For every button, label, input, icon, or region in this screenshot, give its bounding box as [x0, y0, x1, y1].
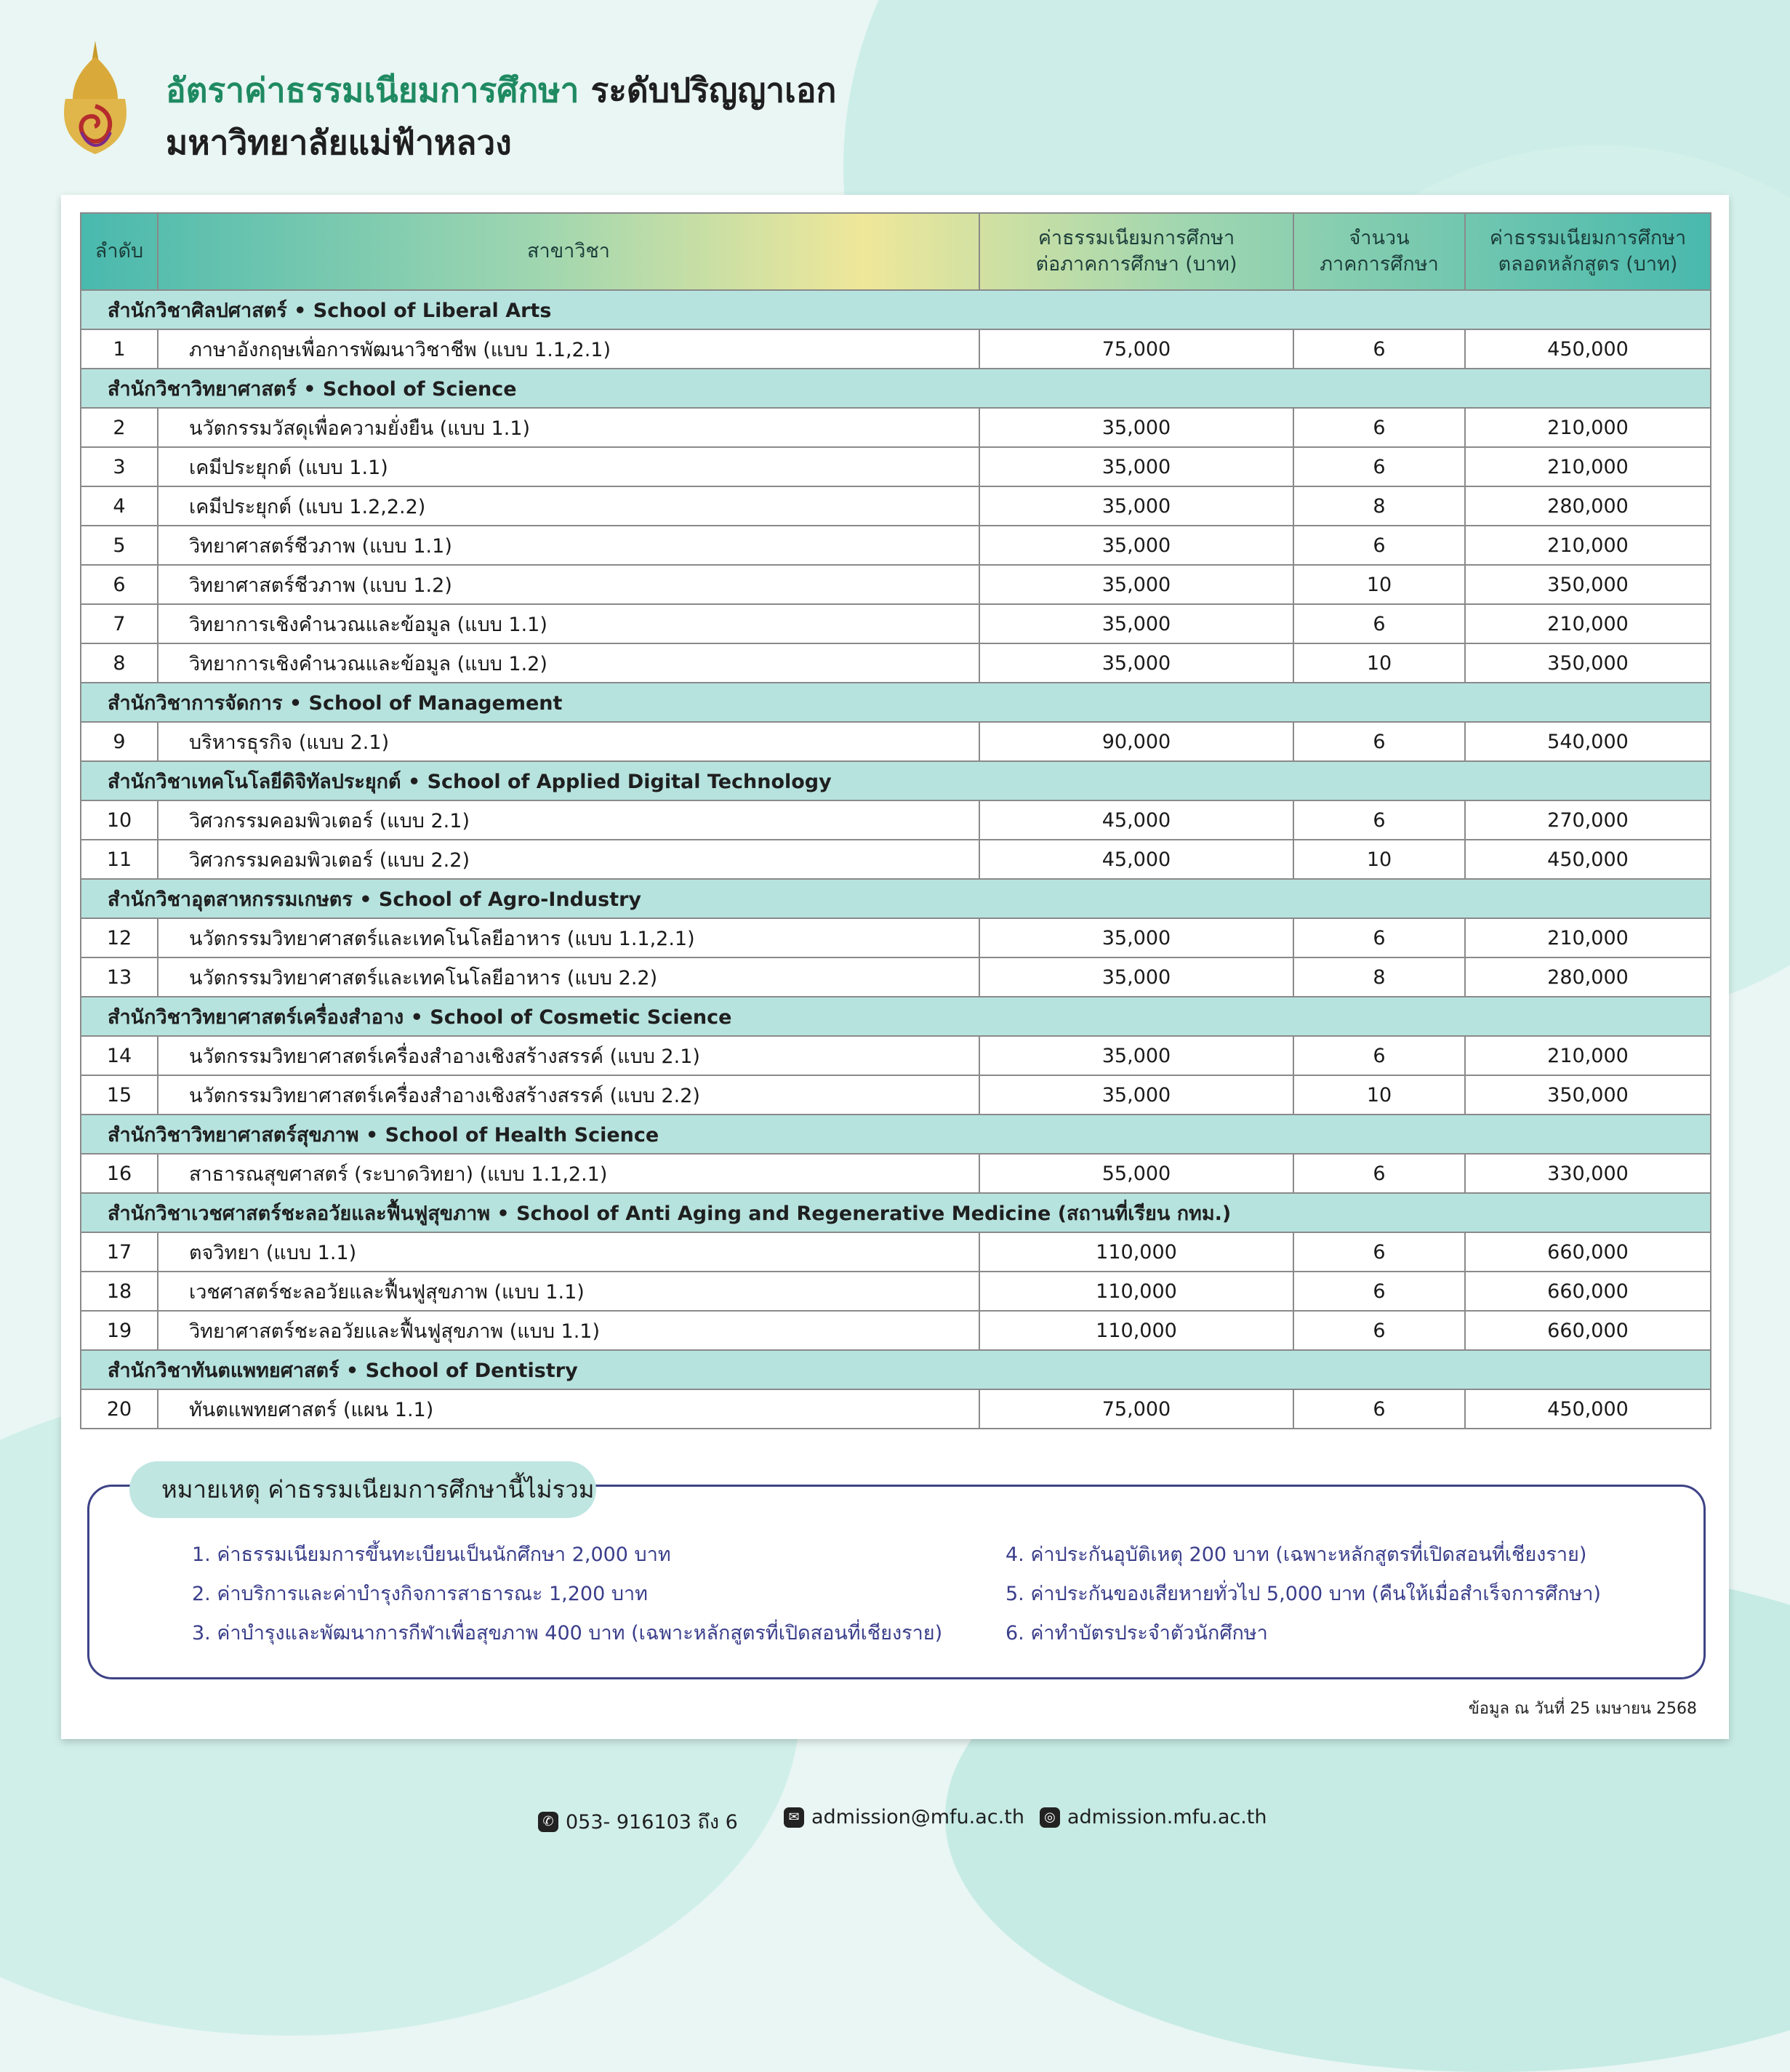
program-name: ทันตแพทยศาสตร์ (แผน 1.1)	[158, 1389, 979, 1429]
group-row	[81, 997, 1711, 1036]
total-fee: 210,000	[1465, 1036, 1711, 1075]
table-row	[81, 408, 1711, 447]
table-row	[81, 1311, 1711, 1350]
fee-per-semester: 35,000	[979, 486, 1293, 526]
semester-count: 6	[1293, 526, 1465, 565]
table-row	[81, 1232, 1711, 1272]
total-fee: 330,000	[1465, 1154, 1711, 1193]
row-number: 19	[81, 1311, 158, 1350]
semester-count: 6	[1293, 722, 1465, 761]
table-row	[81, 526, 1711, 565]
notes-title: หมายเหตุ ค่าธรรมเนียมการศึกษานี้ไม่รวม	[129, 1461, 596, 1518]
fee-per-semester: 35,000	[979, 408, 1293, 447]
table-row	[81, 722, 1711, 761]
fee-per-semester: 90,000	[979, 722, 1293, 761]
school-name: สำนักวิชาการจัดการ • School of Management	[81, 683, 1711, 722]
program-name: สาธารณสุขศาสตร์ (ระบาดวิทยา) (แบบ 1.1,2.1)	[158, 1154, 979, 1193]
note-item: 2. ค่าบริการและค่าบำรุงกิจการสาธารณะ 1,200 บาท	[192, 1583, 648, 1605]
school-name: สำนักวิชาทันตแพทยศาสตร์ • School of Dentistry	[81, 1350, 1711, 1389]
table-body	[81, 290, 1711, 1429]
school-name: สำนักวิชาเวชศาสตร์ชะลอวัยและฟื้นฟูสุขภาพ • School of Anti Aging and Regenerative Medicine (สถานที่เรียน กทม.)	[81, 1193, 1711, 1232]
row-number: 15	[81, 1075, 158, 1115]
semester-count: 6	[1293, 1036, 1465, 1075]
fee-per-semester: 35,000	[979, 447, 1293, 486]
fee-per-semester: 35,000	[979, 526, 1293, 565]
group-row	[81, 879, 1711, 918]
total-fee: 660,000	[1465, 1311, 1711, 1350]
header-semesters: จำนวน ภาคการศึกษา	[1293, 213, 1465, 290]
total-fee: 450,000	[1465, 1389, 1711, 1429]
school-name: สำนักวิชาเทคโนโลยีดิจิทัลประยุกต์ • School of Applied Digital Technology	[81, 761, 1711, 800]
page-subtitle: มหาวิทยาลัยแม่ฟ้าหลวง	[166, 123, 512, 162]
program-name: ภาษาอังกฤษเพื่อการพัฒนาวิชาชีพ (แบบ 1.1,2.1)	[158, 329, 979, 369]
total-fee: 660,000	[1465, 1272, 1711, 1311]
semester-count: 6	[1293, 408, 1465, 447]
program-name: วิศวกรรมคอมพิวเตอร์ (แบบ 2.1)	[158, 800, 979, 840]
group-row	[81, 1350, 1711, 1389]
total-fee: 280,000	[1465, 957, 1711, 997]
row-number: 5	[81, 526, 158, 565]
table-row	[81, 447, 1711, 486]
fee-per-semester: 75,000	[979, 1389, 1293, 1429]
total-fee: 350,000	[1465, 1075, 1711, 1115]
table-row	[81, 565, 1711, 604]
footer-email[interactable]	[784, 1806, 1024, 1828]
table-row	[81, 486, 1711, 526]
semester-count: 6	[1293, 1311, 1465, 1350]
fee-per-semester: 75,000	[979, 329, 1293, 369]
row-number: 8	[81, 643, 158, 683]
header-total-fee: ค่าธรรมเนียมการศึกษา ตลอดหลักสูตร (บาท)	[1465, 213, 1711, 290]
school-name: สำนักวิชาวิทยาศาสตร์เครื่องสำอาง • School of Cosmetic Science	[81, 997, 1711, 1036]
program-name: วิทยาการเชิงคำนวณและข้อมูล (แบบ 1.1)	[158, 604, 979, 643]
table-row	[81, 643, 1711, 683]
total-fee: 660,000	[1465, 1232, 1711, 1272]
semester-count: 6	[1293, 1154, 1465, 1193]
program-name: นวัตกรรมวิทยาศาสตร์และเทคโนโลยีอาหาร (แบบ 2.2)	[158, 957, 979, 997]
fee-per-semester: 110,000	[979, 1232, 1293, 1272]
row-number: 14	[81, 1036, 158, 1075]
semester-count: 10	[1293, 1075, 1465, 1115]
total-fee: 450,000	[1465, 329, 1711, 369]
semester-count: 8	[1293, 957, 1465, 997]
footer-phone[interactable]	[538, 1806, 738, 1837]
row-number: 7	[81, 604, 158, 643]
table-row	[81, 840, 1711, 879]
school-name: สำนักวิชาศิลปศาสตร์ • School of Liberal Arts	[81, 290, 1711, 329]
row-number: 17	[81, 1232, 158, 1272]
row-number: 9	[81, 722, 158, 761]
fee-per-semester: 35,000	[979, 565, 1293, 604]
fee-table	[80, 212, 1711, 1429]
group-row	[81, 683, 1711, 722]
program-name: วิศวกรรมคอมพิวเตอร์ (แบบ 2.2)	[158, 840, 979, 879]
fee-per-semester: 45,000	[979, 800, 1293, 840]
data-as-of-date: ข้อมูล ณ วันที่ 25 เมษายน 2568	[1468, 1700, 1697, 1718]
note-item: 6. ค่าทำบัตรประจำตัวนักศึกษา	[1006, 1622, 1268, 1645]
semester-count: 6	[1293, 1272, 1465, 1311]
semester-count: 10	[1293, 643, 1465, 683]
phone-icon: ✆	[538, 1812, 558, 1832]
row-number: 2	[81, 408, 158, 447]
total-fee: 540,000	[1465, 722, 1711, 761]
semester-count: 6	[1293, 918, 1465, 957]
row-number: 4	[81, 486, 158, 526]
fee-per-semester: 35,000	[979, 1075, 1293, 1115]
fee-per-semester: 35,000	[979, 957, 1293, 997]
semester-count: 10	[1293, 840, 1465, 879]
header-program: สาขาวิชา	[158, 213, 979, 290]
page-title	[166, 64, 836, 117]
total-fee: 210,000	[1465, 526, 1711, 565]
school-name: สำนักวิชาวิทยาศาสตร์สุขภาพ • School of Health Science	[81, 1115, 1711, 1154]
row-number: 3	[81, 447, 158, 486]
fee-per-semester: 35,000	[979, 918, 1293, 957]
fee-per-semester: 55,000	[979, 1154, 1293, 1193]
total-fee: 210,000	[1465, 918, 1711, 957]
group-row	[81, 761, 1711, 800]
fee-per-semester: 110,000	[979, 1311, 1293, 1350]
program-name: วิทยาการเชิงคำนวณและข้อมูล (แบบ 1.2)	[158, 643, 979, 683]
table-header-row	[81, 213, 1711, 290]
program-name: วิทยาศาสตร์ชีวภาพ (แบบ 1.1)	[158, 526, 979, 565]
group-row	[81, 290, 1711, 329]
program-name: วิทยาศาสตร์ชีวภาพ (แบบ 1.2)	[158, 565, 979, 604]
total-fee: 450,000	[1465, 840, 1711, 879]
group-row	[81, 369, 1711, 408]
school-name: สำนักวิชาอุตสาหกรรมเกษตร • School of Agro-Industry	[81, 879, 1711, 918]
row-number: 12	[81, 918, 158, 957]
program-name: วิทยาศาสตร์ชะลอวัยและฟื้นฟูสุขภาพ (แบบ 1.1)	[158, 1311, 979, 1350]
program-name: นวัตกรรมวิทยาศาสตร์และเทคโนโลยีอาหาร (แบบ 1.1,2.1)	[158, 918, 979, 957]
semester-count: 6	[1293, 604, 1465, 643]
total-fee: 270,000	[1465, 800, 1711, 840]
total-fee: 210,000	[1465, 604, 1711, 643]
globe-icon: ◎	[1040, 1807, 1060, 1828]
total-fee: 210,000	[1465, 408, 1711, 447]
semester-count: 6	[1293, 800, 1465, 840]
row-number: 18	[81, 1272, 158, 1311]
row-number: 20	[81, 1389, 158, 1429]
table-row	[81, 1036, 1711, 1075]
fee-per-semester: 110,000	[979, 1272, 1293, 1311]
semester-count: 10	[1293, 565, 1465, 604]
row-number: 6	[81, 565, 158, 604]
semester-count: 6	[1293, 1389, 1465, 1429]
table-row	[81, 604, 1711, 643]
program-name: นวัตกรรมวัสดุเพื่อความยั่งยืน (แบบ 1.1)	[158, 408, 979, 447]
program-name: นวัตกรรมวิทยาศาสตร์เครื่องสำอางเชิงสร้างสรรค์ (แบบ 2.2)	[158, 1075, 979, 1115]
program-name: ตจวิทยา (แบบ 1.1)	[158, 1232, 979, 1272]
website-text: admission.mfu.ac.th	[1067, 1806, 1267, 1828]
group-row	[81, 1193, 1711, 1232]
semester-count: 8	[1293, 486, 1465, 526]
fee-per-semester: 35,000	[979, 604, 1293, 643]
phone-text: 053- 916103 ถึง 6	[566, 1811, 738, 1834]
table-row	[81, 1154, 1711, 1193]
table-row	[81, 329, 1711, 369]
note-item: 5. ค่าประกันของเสียหายทั่วไป 5,000 บาท (คืนให้เมื่อสำเร็จการศึกษา)	[1006, 1583, 1601, 1605]
school-name: สำนักวิชาวิทยาศาสตร์ • School of Science	[81, 369, 1711, 408]
table-row	[81, 800, 1711, 840]
table-row	[81, 957, 1711, 997]
fee-per-semester: 35,000	[979, 1036, 1293, 1075]
group-row	[81, 1115, 1711, 1154]
program-name: บริหารธุรกิจ (แบบ 2.1)	[158, 722, 979, 761]
total-fee: 350,000	[1465, 565, 1711, 604]
email-text: admission@mfu.ac.th	[811, 1806, 1024, 1828]
total-fee: 350,000	[1465, 643, 1711, 683]
table-row	[81, 918, 1711, 957]
semester-count: 6	[1293, 1232, 1465, 1272]
header-no: ลำดับ	[81, 213, 158, 290]
university-logo	[60, 41, 131, 157]
total-fee: 280,000	[1465, 486, 1711, 526]
title-green: อัตราค่าธรรมเนียมการศึกษา	[166, 71, 579, 110]
note-item: 1. ค่าธรรมเนียมการขึ้นทะเบียนเป็นนักศึกษา 2,000 บาท	[192, 1543, 671, 1566]
note-item: 4. ค่าประกันอุบัติเหตุ 200 บาท (เฉพาะหลักสูตรที่เปิดสอนที่เชียงราย)	[1006, 1543, 1587, 1566]
program-name: นวัตกรรมวิทยาศาสตร์เครื่องสำอางเชิงสร้างสรรค์ (แบบ 2.1)	[158, 1036, 979, 1075]
table-row	[81, 1075, 1711, 1115]
fee-per-semester: 35,000	[979, 643, 1293, 683]
table-row	[81, 1389, 1711, 1429]
table-row	[81, 1272, 1711, 1311]
semester-count: 6	[1293, 329, 1465, 369]
row-number: 13	[81, 957, 158, 997]
envelope-icon: ✉	[784, 1807, 804, 1828]
program-name: เวชศาสตร์ชะลอวัยและฟื้นฟูสุขภาพ (แบบ 1.1)	[158, 1272, 979, 1311]
note-item: 3. ค่าบำรุงและพัฒนาการกีฬาเพื่อสุขภาพ 400 บาท (เฉพาะหลักสูตรที่เปิดสอนที่เชียงราย)	[192, 1622, 943, 1645]
title-dark: ระดับปริญญาเอก	[590, 71, 837, 110]
footer-website[interactable]	[1040, 1806, 1267, 1828]
header-fee-per-semester: ค่าธรรมเนียมการศึกษา ต่อภาคการศึกษา (บาท)	[979, 213, 1293, 290]
semester-count: 6	[1293, 447, 1465, 486]
fee-per-semester: 45,000	[979, 840, 1293, 879]
program-name: เคมีประยุกต์ (แบบ 1.1)	[158, 447, 979, 486]
row-number: 1	[81, 329, 158, 369]
row-number: 10	[81, 800, 158, 840]
row-number: 16	[81, 1154, 158, 1193]
program-name: เคมีประยุกต์ (แบบ 1.2,2.2)	[158, 486, 979, 526]
total-fee: 210,000	[1465, 447, 1711, 486]
row-number: 11	[81, 840, 158, 879]
